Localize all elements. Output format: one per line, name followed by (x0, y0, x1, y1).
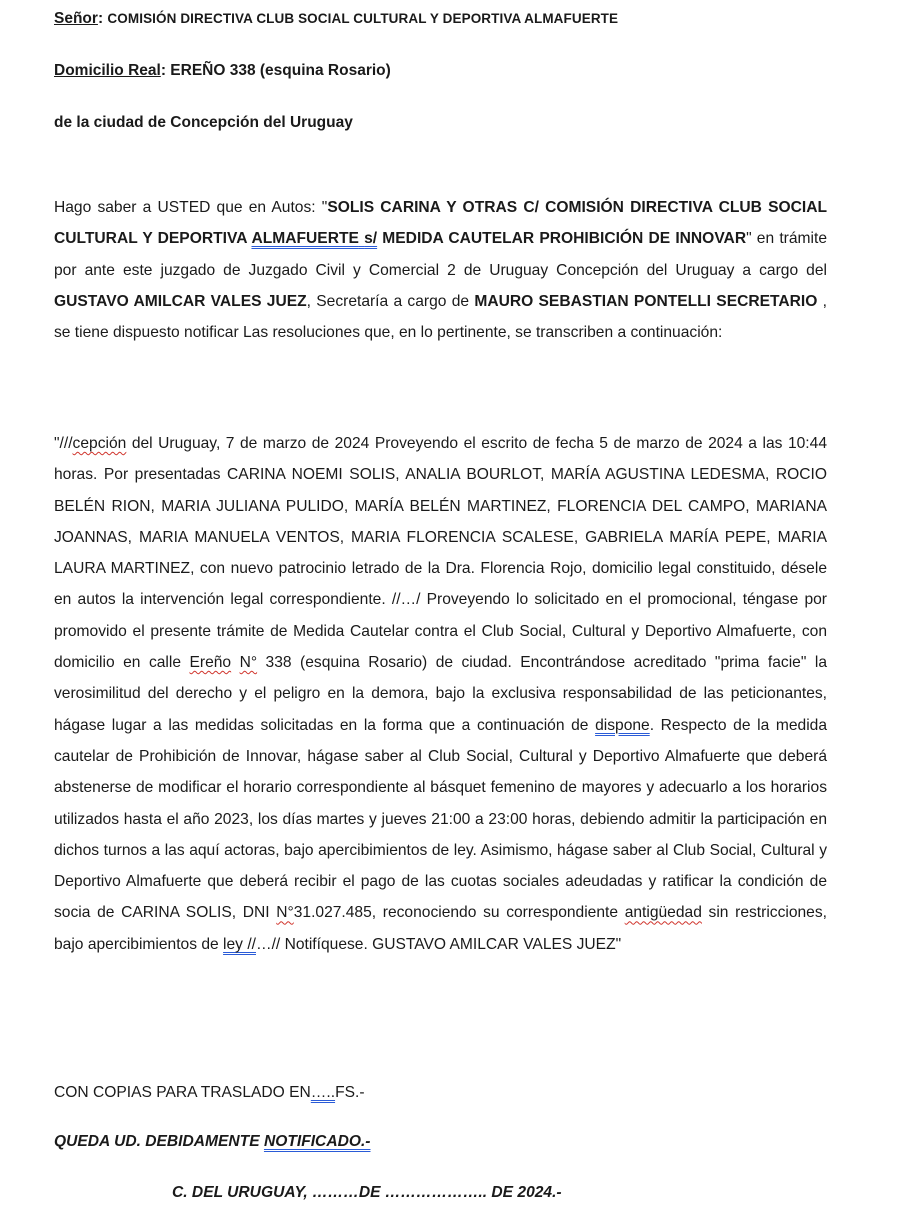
resolution-paragraph (54, 428, 827, 960)
res-3: del Uruguay, 7 de marzo de 2024 Proveyendo el escrito de fecha 5 de marzo de 2024 a las 10:44 horas. Por presentadas CARINA NOEMI SOLIS, ANALIA BOURLOT, MARÍA AGUSTINA LEDESMA, ROCIO BELÉN RION, MARIA JULIANA PULIDO, MARÍA BELÉN MARTINEZ, FLORENCIA DEL CAMPO, MARIANA JOANNAS, MARIA MANUELA VENTOS, MARIA FLORENCIA SCALESE, GABRIELA MARÍA PEPE, MARIA LAURA MARTINEZ, con nuevo patrocinio letrado de la Dra. Florencia Rojo, domicilio legal constituido, désele en autos la intervención legal correspondiente. //…/ Proveyendo lo solicitado en el promocional, téngase por promovido el presente trámite de Medida Cautelar contra el Club Social, Cultural y Deportivo Almafuerte, con domicilio en calle (54, 435, 827, 672)
res-7: 338 (esquina Rosario) de ciudad. Encontrándose acreditado "prima facie" la verosimilitud del derecho y el peligro en la demora, bajo la exclusiva responsabilidad de las peticionantes, hágase lugar a las medidas solicitadas en la forma que a continuación de (54, 654, 827, 734)
case-title-e: MEDIDA CAUTELAR PROHIBICIÓN DE INNOVAR (377, 230, 747, 248)
res-11: 31.027.485, reconociendo su correspondiente (293, 904, 625, 922)
res-1: "/// (54, 435, 73, 452)
intro-text-3: , Secretaría a cargo de (306, 292, 475, 310)
date-line: C. DEL URUGUAY, ………DE ……………….. DE 2024.- (172, 1184, 562, 1201)
city-line: de la ciudad de Concepción del Uruguay (54, 114, 353, 131)
notified-line (54, 1133, 371, 1151)
case-title-almafuerte: ALMAFUERTE (251, 230, 359, 248)
notified-text: QUEDA UD. DEBIDAMENTE (54, 1133, 264, 1150)
domicile-value: EREÑO 338 (esquina Rosario) (170, 62, 391, 79)
res-5 (231, 654, 239, 671)
domicile-label: Domicilio Real (54, 62, 161, 79)
addressee-label: Señor (54, 10, 98, 27)
intro-paragraph (54, 192, 827, 348)
domicile-line (54, 62, 391, 80)
addressee-value: COMISIÓN DIRECTIVA CLUB SOCIAL CULTURAL Y DEPORTIVA ALMAFUERTE (107, 11, 619, 26)
intro-text-1: Hago saber a USTED que en Autos: " (54, 199, 328, 216)
res-15: …// Notifíquese. GUSTAVO AMILCAR VALES JUEZ" (255, 935, 622, 953)
notified-word: NOTIFICADO.- (263, 1133, 371, 1150)
res-cepcion: cepción (72, 435, 127, 452)
res-numero-2: N° (276, 904, 294, 922)
copies-line (54, 1084, 365, 1102)
copies-text: CON COPIAS PARA TRASLADO EN (54, 1084, 311, 1101)
copies-dots: ….. (310, 1084, 336, 1101)
addressee-colon: : (97, 10, 104, 27)
judge-name: GUSTAVO AMILCAR VALES JUEZ (54, 292, 307, 310)
res-dispone: dispone (595, 716, 650, 734)
case-title-a: SOLIS CARINA Y OTRAS C/ COMISIÓN DIRECTIVA CLUB SOCIAL CULTURAL Y DEPORTIVA (54, 199, 827, 248)
intro-text-4: , se tiene dispuesto notificar Las resoluciones que, en lo pertinente, se transcriben a continuación: (54, 292, 827, 342)
res-9: . Respecto de la medida cautelar de Prohibición de Innovar, hágase saber al Club Social, Cultural y Deportivo Almafuerte que deberá abstenerse de modificar el horario correspondiente al básquet femenino de mayores y adecuarlo a los horarios utilizados hasta el año 2023, los días martes y jueves 21:00 a 23:00 horas, debiendo admitir la participación en dichos turnos a las aquí actoras, bajo apercibimientos de ley. Asimismo, hágase saber al Club Social, Cultural y Deportivo Almafuerte que deberá recibir el pago de las cuotas sociales adeudadas y ratificar la condición de socia de CARINA SOLIS, DNI (54, 716, 828, 922)
copies-fs: FS.- (335, 1084, 365, 1101)
res-13: sin restricciones, bajo apercibimientos de (54, 904, 827, 953)
case-title-s: s/ (364, 230, 378, 248)
res-numero: N° (239, 654, 258, 672)
res-ley: ley // (223, 935, 256, 953)
addressee-line (54, 10, 618, 28)
res-antiguedad: antigüedad (624, 904, 702, 922)
intro-text-2: " en trámite por ante este juzgado de Juzgado Civil y Comercial 2 de Uruguay Concepción del Uruguay a cargo del (54, 230, 827, 279)
domicile-colon: : (160, 62, 166, 79)
res-ereno: Ereño (189, 654, 232, 672)
secretary-name: MAURO SEBASTIAN PONTELLI SECRETARIO (474, 292, 818, 310)
